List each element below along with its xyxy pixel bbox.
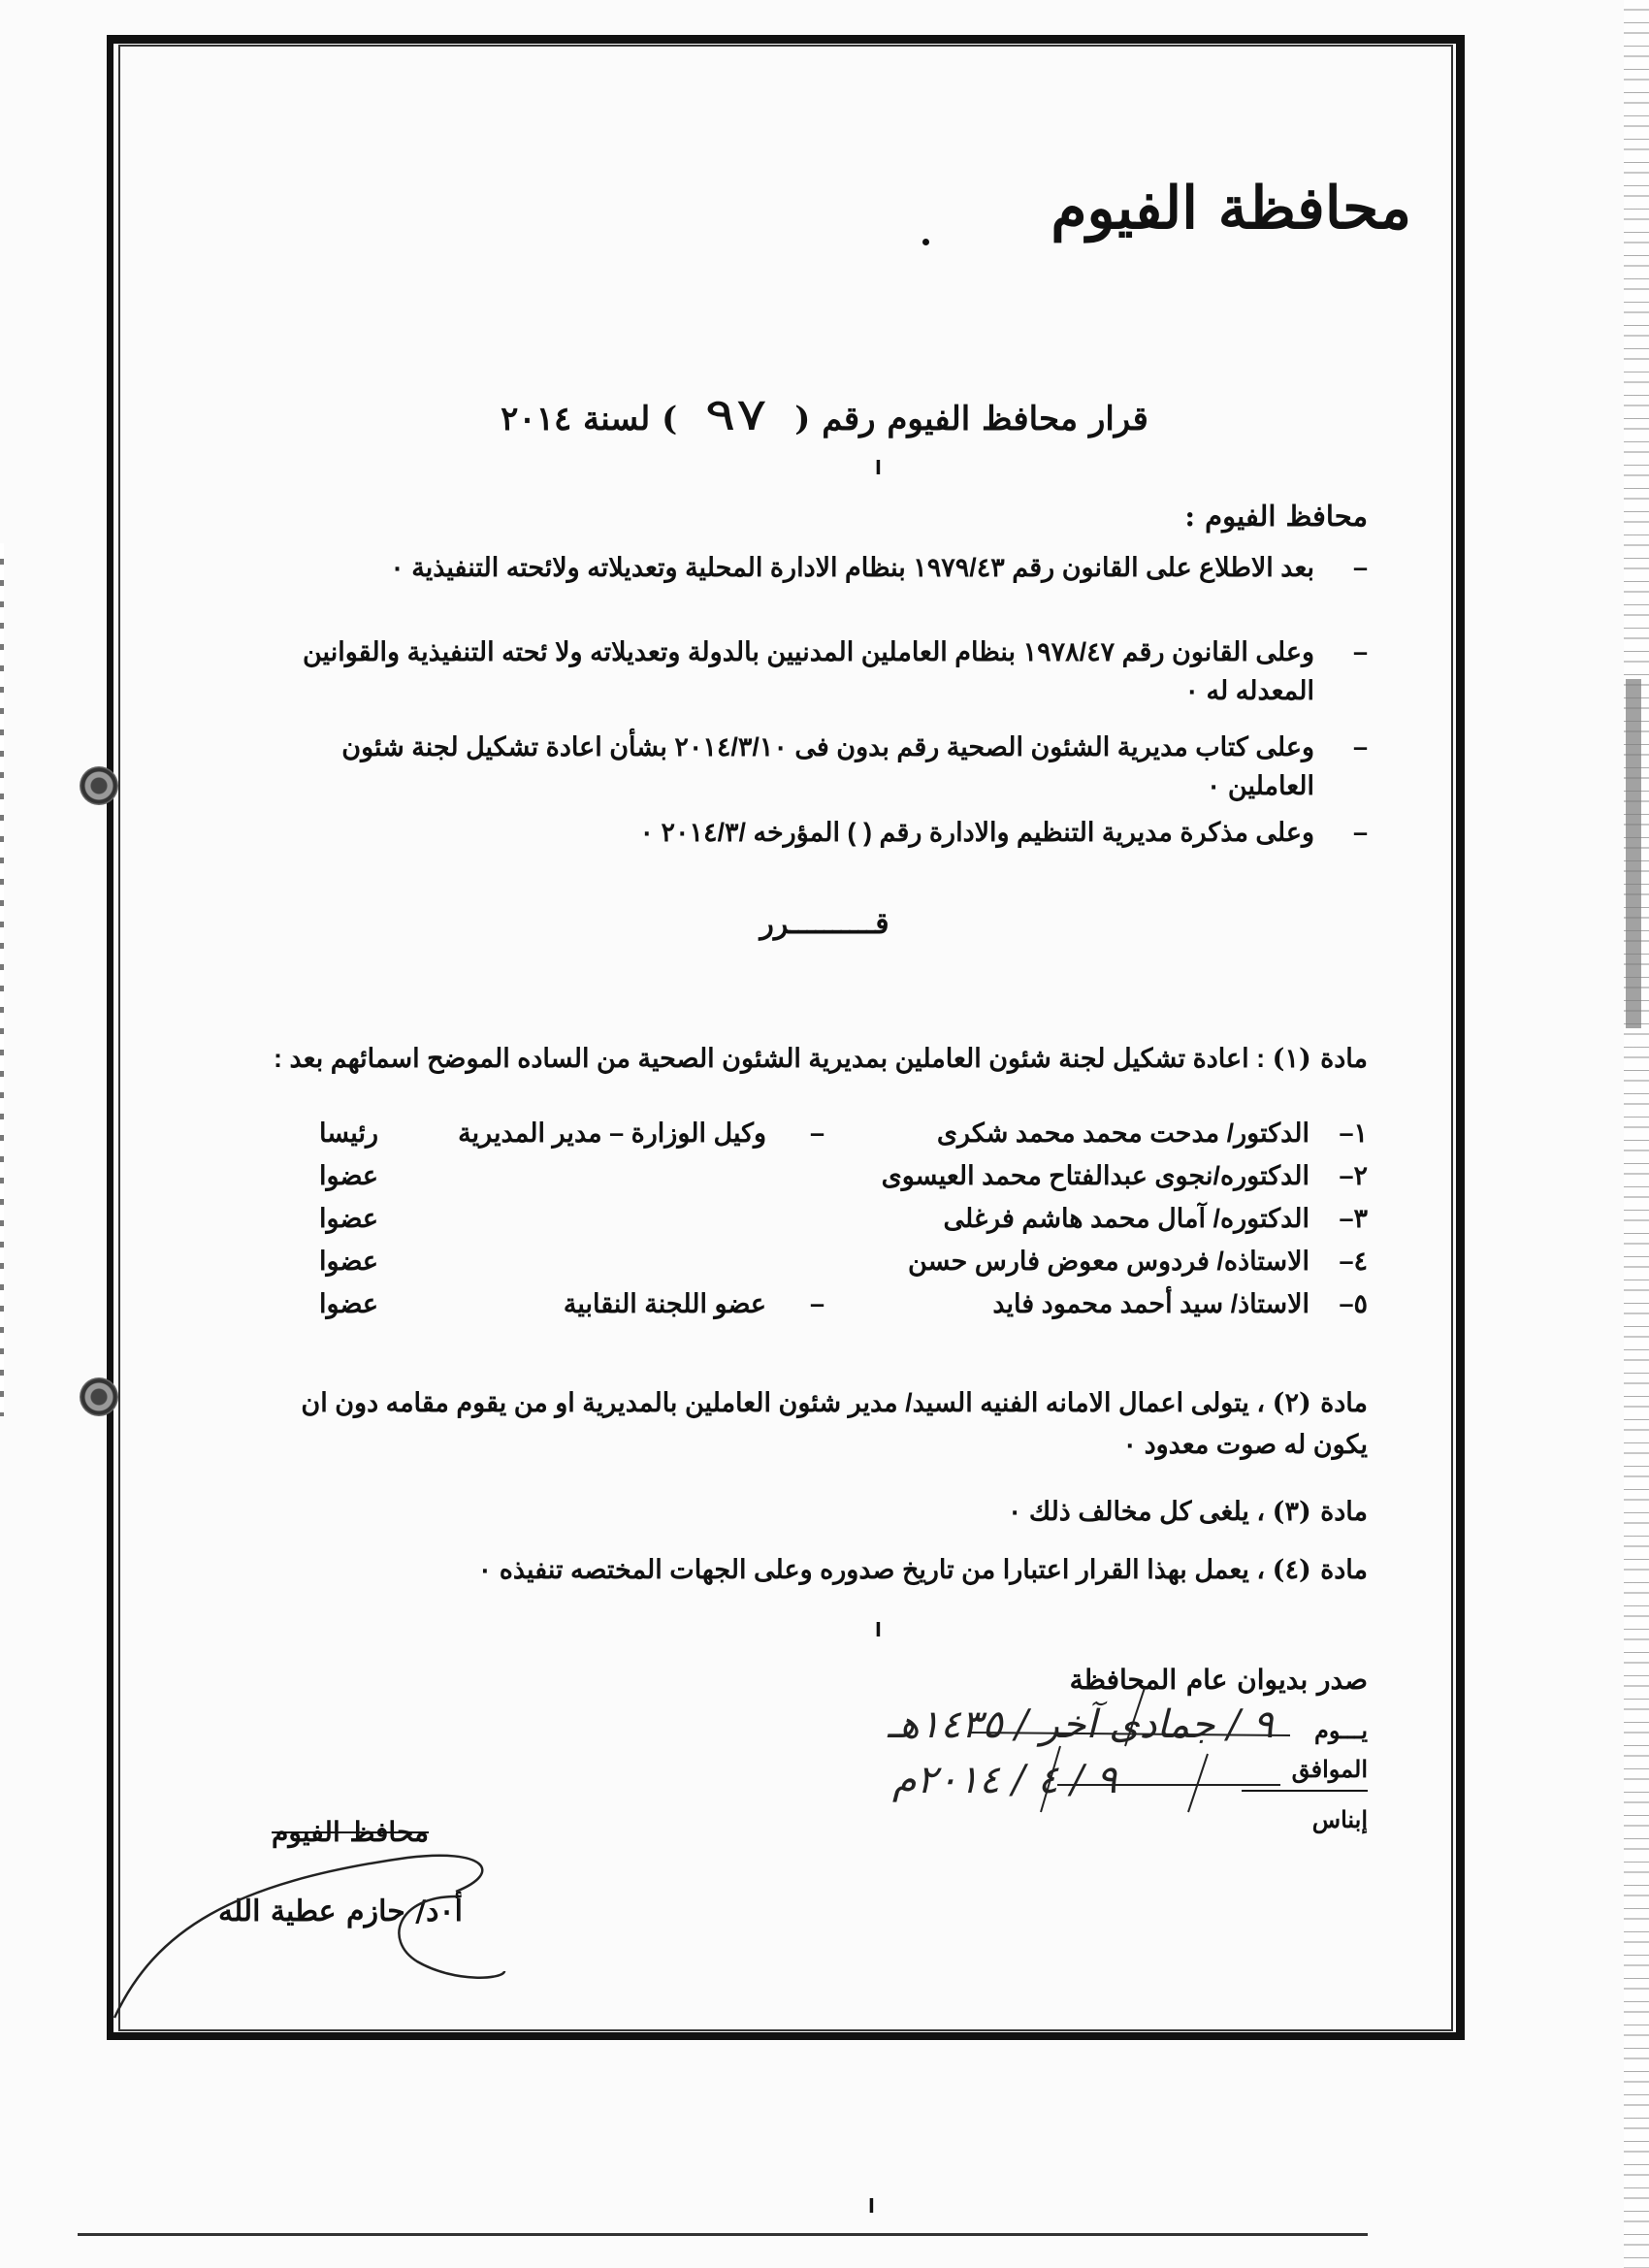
member-status: عضوا bbox=[319, 1289, 378, 1318]
article-3-label: مادة (٣) bbox=[1272, 1497, 1368, 1527]
member-status: عضوا bbox=[319, 1247, 378, 1276]
member-number: ٤– bbox=[1339, 1247, 1368, 1276]
decision-prefix: قرار محافظ الفيوم رقم ( bbox=[794, 400, 1148, 438]
date-slash bbox=[1188, 1754, 1208, 1812]
signature-name: أ٠د/ حازم عطية الله bbox=[218, 1895, 464, 1928]
article-4-text: ، يعمل بهذا القرار اعتبارا من تاريخ صدوره وعلى الجهات المختصه تنفيذه ٠ bbox=[477, 1555, 1266, 1584]
member-dash: – bbox=[809, 1289, 824, 1318]
member-number: ٢– bbox=[1339, 1161, 1368, 1190]
notify-label: إبناس bbox=[1311, 1807, 1368, 1833]
signature-title: محافظ الفيوم bbox=[272, 1816, 430, 1848]
whereas-text: وعلى القانون رقم ١٩٧٨/٤٧ بنظام العاملين المدنيين بالدولة وتعديلاته ولا ئحته التنفيذية والقوانين المعدله له ٠ bbox=[303, 637, 1314, 705]
article-1-text: : اعادة تشكيل لجنة شئون العاملين بمديرية الشئون الصحية من الساده الموضح اسمائهم بعد : bbox=[274, 1044, 1266, 1073]
header-title: محافظة الفيوم bbox=[1051, 175, 1411, 243]
whereas-text: وعلى كتاب مديرية الشئون الصحية رقم بدون فى ٢٠١٤/٣/١٠ بشأن اعادة تشكيل لجنة شئون العاملين ٠ bbox=[341, 732, 1314, 800]
member-number: ٥– bbox=[1339, 1289, 1368, 1318]
signature-loop bbox=[399, 1896, 504, 1978]
member-number: ٣– bbox=[1339, 1204, 1368, 1233]
decision-number: ٩٧ bbox=[704, 388, 767, 440]
whereas-dash: – bbox=[1352, 553, 1368, 582]
member-dash: – bbox=[809, 1118, 824, 1148]
hijri-date-handwritten: ٩ / جمادى آخر / ١٤٣٥هـ bbox=[888, 1702, 1274, 1747]
corresponding-label: الموافق bbox=[1242, 1751, 1368, 1792]
member-name: الدكتور/ مدحت محمد محمد شكرى bbox=[936, 1118, 1310, 1148]
member-name: الاستاذ/ سيد أحمد محمود فايد bbox=[992, 1289, 1310, 1318]
gregorian-date-handwritten: ٩ / ٤ / ٢٠١٤م bbox=[892, 1758, 1117, 1802]
whereas-dash: – bbox=[1352, 637, 1368, 666]
member-role: عضو اللجنة النقابية bbox=[563, 1289, 766, 1318]
day-label: يـــوم bbox=[1313, 1718, 1368, 1744]
member-name: الاستاذه/ فردوس معوض فارس حسن bbox=[908, 1247, 1310, 1276]
separator-mark: ا bbox=[875, 1618, 882, 1641]
decided-heading: قــــــــــرر bbox=[760, 907, 889, 941]
article-3-text: ، يلغى كل مخالف ذلك ٠ bbox=[1007, 1497, 1266, 1526]
member-status: عضوا bbox=[319, 1204, 378, 1233]
member-number: ١– bbox=[1339, 1118, 1368, 1148]
date-slash bbox=[1125, 1688, 1145, 1746]
article-2-label: مادة (٢) bbox=[1272, 1388, 1368, 1418]
whereas-dash: – bbox=[1352, 732, 1368, 761]
whereas-text: بعد الاطلاع على القانون رقم ١٩٧٩/٤٣ بنظام الادارة المحلية وتعديلاته ولائحته التنفيذية ٠ bbox=[390, 553, 1314, 582]
governor-intro: محافظ الفيوم : bbox=[1184, 500, 1368, 533]
separator-mark: ا bbox=[868, 2194, 875, 2218]
page-bottom-line bbox=[78, 2233, 1368, 2236]
date-slash bbox=[1041, 1746, 1060, 1812]
member-role: وكيل الوزارة – مدير المديرية bbox=[458, 1118, 766, 1148]
member-status: رئيسا bbox=[318, 1118, 378, 1148]
issued-line: صدر بديوان عام المحافظة bbox=[1069, 1664, 1368, 1696]
article-4-label: مادة (٤) bbox=[1272, 1555, 1368, 1585]
separator-mark: ا bbox=[875, 456, 882, 479]
member-status: عضوا bbox=[319, 1161, 378, 1190]
decision-suffix: ) لسنة ٢٠١٤ bbox=[501, 400, 678, 438]
whereas-text: وعلى مذكرة مديرية التنظيم والادارة رقم ( ) المؤرخه /٢٠١٤/٣ ٠ bbox=[639, 818, 1314, 847]
member-name: الدكتوره/ آمال محمد هاشم فرغلى bbox=[943, 1204, 1310, 1233]
article-2-text: ، يتولى اعمال الامانه الفنيه السيد/ مدير شئون العاملين بالمديرية او من يقوم مقامه دون ان يكون له صوت معدود ٠ bbox=[301, 1388, 1368, 1459]
article-1-label: مادة (١) bbox=[1272, 1044, 1368, 1074]
signature-stroke bbox=[114, 1856, 482, 2018]
member-name: الدكتوره/نجوى عبدالفتاح محمد العيسوى bbox=[881, 1161, 1310, 1190]
whereas-dash: – bbox=[1352, 818, 1368, 847]
